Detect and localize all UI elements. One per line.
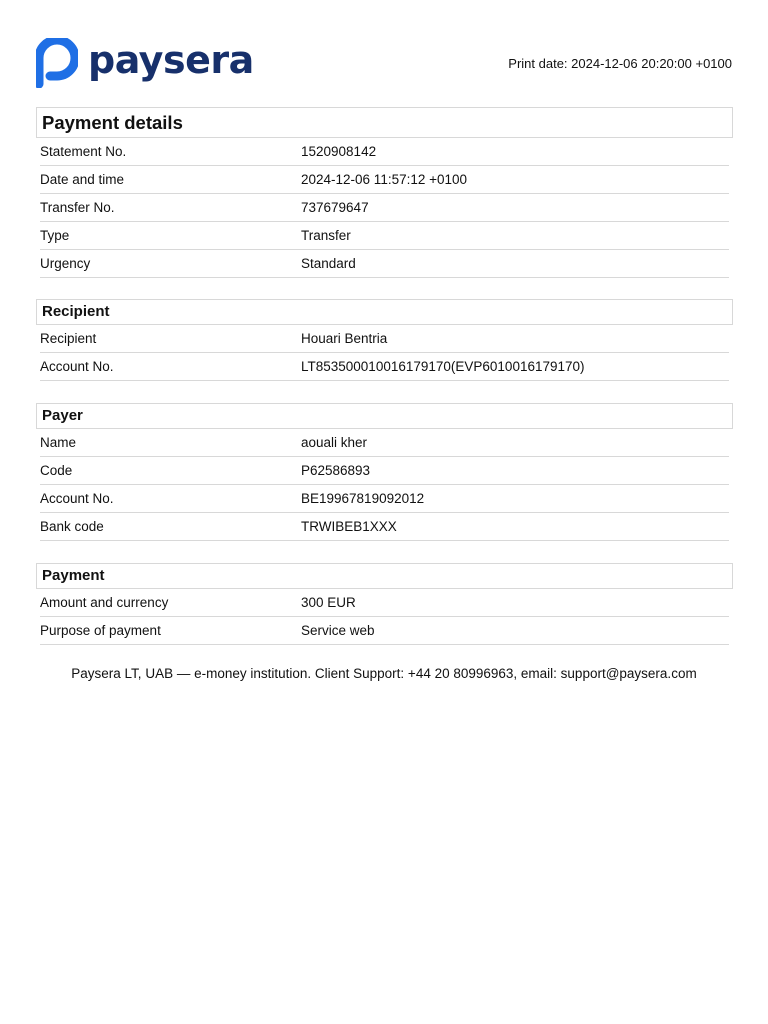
section-title: Payment — [36, 563, 733, 589]
row-label: Date and time — [40, 172, 125, 187]
row-label: Transfer No. — [40, 200, 115, 215]
detail-row-statement-no — [40, 138, 729, 166]
row-label: Bank code — [40, 519, 104, 534]
row-label: Urgency — [40, 256, 91, 271]
detail-row-purpose — [40, 617, 729, 645]
payment-details-section — [36, 107, 733, 278]
row-value: TRWIBEB1XXX — [301, 519, 397, 534]
row-value: Service web — [301, 623, 375, 638]
paysera-logo-icon — [36, 38, 78, 88]
detail-row-urgency — [40, 250, 729, 278]
row-value: Standard — [301, 256, 356, 271]
detail-row-payer-account — [40, 485, 729, 513]
paysera-logo — [36, 38, 254, 88]
detail-row-date-time — [40, 166, 729, 194]
row-value: BE19967819092012 — [301, 491, 425, 506]
row-label: Code — [40, 463, 73, 478]
detail-row-payer-name — [40, 429, 729, 457]
row-label: Account No. — [40, 359, 114, 374]
row-label: Amount and currency — [40, 595, 169, 610]
row-value: aouali kher — [301, 435, 368, 450]
payment-section — [36, 563, 733, 645]
payer-section — [36, 403, 733, 541]
row-value: 2024-12-06 11:57:12 +0100 — [301, 172, 468, 187]
section-title: Recipient — [36, 299, 733, 325]
footer-notice: Paysera LT, UAB — e-money institution. Client Support: +44 20 80996963, email: support@paysera.com — [71, 666, 697, 681]
row-value: 737679647 — [301, 200, 369, 215]
detail-row-recipient — [40, 325, 729, 353]
row-value: P62586893 — [301, 463, 371, 478]
row-label: Account No. — [40, 491, 114, 506]
row-label: Recipient — [40, 331, 97, 346]
row-label: Type — [40, 228, 70, 243]
section-title: Payer — [36, 403, 733, 429]
detail-row-bank-code — [40, 513, 729, 541]
recipient-section — [36, 299, 733, 381]
print-date: Print date: 2024-12-06 20:20:00 +0100 — [508, 56, 732, 71]
detail-row-recipient-account — [40, 353, 729, 381]
row-value: LT853500010016179170(EVP6010016179170) — [301, 359, 585, 374]
section-title: Payment details — [36, 107, 733, 138]
detail-row-type — [40, 222, 729, 250]
row-value: 1520908142 — [301, 144, 377, 159]
row-label: Statement No. — [40, 144, 127, 159]
row-value: 300 EUR — [301, 595, 356, 610]
detail-row-transfer-no — [40, 194, 729, 222]
row-value: Transfer — [301, 228, 351, 243]
row-label: Name — [40, 435, 77, 450]
row-value: Houari Bentria — [301, 331, 388, 346]
logo-wordmark: paysera — [88, 38, 254, 82]
row-label: Purpose of payment — [40, 623, 161, 638]
detail-row-payer-code — [40, 457, 729, 485]
page-header — [0, 0, 768, 100]
detail-row-amount — [40, 589, 729, 617]
